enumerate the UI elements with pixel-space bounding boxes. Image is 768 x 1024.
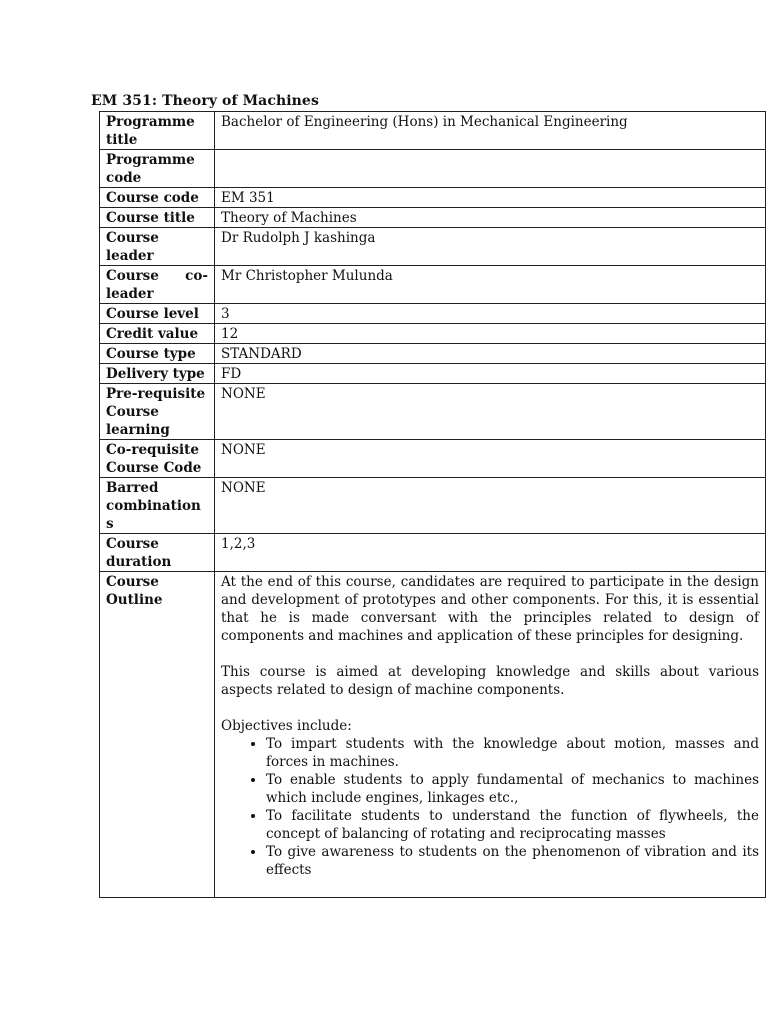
course-code-label: Course code — [100, 188, 215, 208]
prerequisite-label: Pre-requisite Course learning — [100, 384, 215, 440]
table-row — [100, 364, 766, 384]
course-co-leader-value: Mr Christopher Mulunda — [215, 266, 766, 304]
table-row — [100, 440, 766, 478]
table-row — [100, 188, 766, 208]
credit-value-label: Credit value — [100, 324, 215, 344]
course-details-table — [99, 111, 766, 898]
objective-item: • To give awareness to students on the phenomenon of vibration and its effects — [266, 843, 759, 879]
corequisite-label: Co-requisite Course Code — [100, 440, 215, 478]
course-title-value: Theory of Machines — [215, 208, 766, 228]
programme-title-value: Bachelor of Engineering (Hons) in Mechanical Engineering — [215, 112, 766, 150]
objective-item: • To facilitate students to understand the function of flywheels, the concept of balancing of rotating and reciprocating masses — [266, 807, 759, 843]
outline-paragraph-1: At the end of this course, candidates are required to participate in the design and development of prototypes and other components. For this, it is essential that he is made conversant with the principles related to design of components and machines and application of these principles for designing. — [221, 574, 759, 644]
table-row — [100, 572, 766, 898]
prerequisite-value: NONE — [215, 384, 766, 440]
programme-title-label: Programme title — [100, 112, 215, 150]
course-level-value: 3 — [215, 304, 766, 324]
delivery-type-label: Delivery type — [100, 364, 215, 384]
course-duration-value: 1,2,3 — [215, 534, 766, 572]
table-row — [100, 324, 766, 344]
table-row — [100, 266, 766, 304]
objective-item: • To impart students with the knowledge about motion, masses and forces in machines. — [266, 735, 759, 771]
objective-item: • To enable students to apply fundamental of mechanics to machines which include engines, linkages etc., — [266, 771, 759, 807]
table-row — [100, 384, 766, 440]
barred-combinations-label: Barred combinations — [100, 478, 215, 534]
course-level-label: Course level — [100, 304, 215, 324]
table-row — [100, 304, 766, 324]
course-type-label: Course type — [100, 344, 215, 364]
course-duration-label: Course duration — [100, 534, 215, 572]
programme-code-value — [215, 150, 766, 188]
document-heading: EM 351: Theory of Machines — [91, 93, 319, 109]
credit-value-value: 12 — [215, 324, 766, 344]
table-row — [100, 112, 766, 150]
outline-paragraph-2: This course is aimed at developing knowledge and skills about various aspects related to design of machine components. — [221, 664, 759, 698]
corequisite-value: NONE — [215, 440, 766, 478]
table-row — [100, 478, 766, 534]
course-co-leader-label: Course co-leader — [100, 266, 215, 304]
course-outline-content — [215, 572, 766, 898]
table-row — [100, 344, 766, 364]
course-code-value: EM 351 — [215, 188, 766, 208]
course-leader-value: Dr Rudolph J kashinga — [215, 228, 766, 266]
objectives-list — [221, 735, 759, 879]
table-row — [100, 208, 766, 228]
outline-spacer — [221, 879, 759, 897]
course-title-label: Course title — [100, 208, 215, 228]
course-outline-label: Course Outline — [100, 572, 215, 898]
course-leader-label: Course leader — [100, 228, 215, 266]
table-row — [100, 228, 766, 266]
programme-code-label: Programme code — [100, 150, 215, 188]
delivery-type-value: FD — [215, 364, 766, 384]
table-row — [100, 534, 766, 572]
objectives-intro: Objectives include: — [221, 718, 352, 734]
table-row — [100, 150, 766, 188]
barred-combinations-value: NONE — [215, 478, 766, 534]
course-type-value: STANDARD — [215, 344, 766, 364]
